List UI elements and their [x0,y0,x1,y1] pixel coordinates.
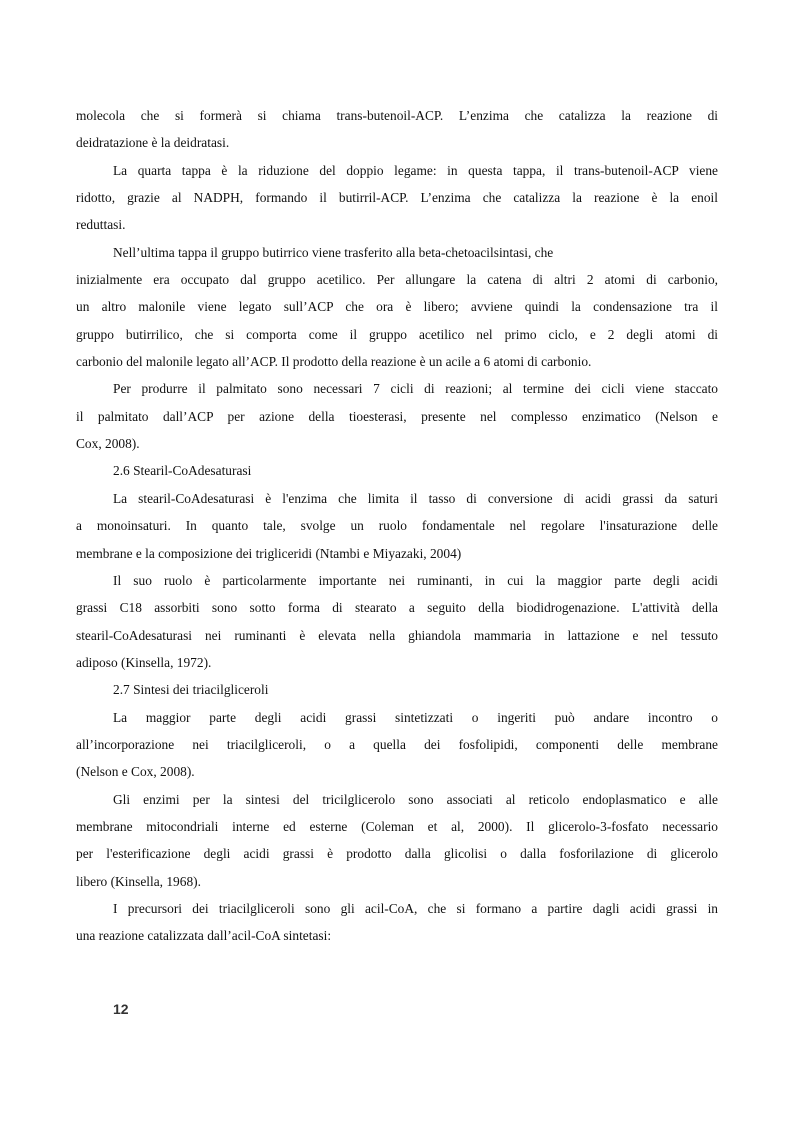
text-line: adiposo (Kinsella, 1972). [76,654,212,670]
text-line: molecola che si formerà si chiama trans-butenoil-ACP. L’enzima che catalizza la reazione di [76,108,718,123]
text-line: ridotto, grazie al NADPH, formando il butirril-ACP. L’enzima che catalizza la reazione è la enoil [76,190,718,206]
paragraph-start-line: La maggior parte degli acidi grassi sintetizzati o ingeriti può andare incontro o [113,709,718,725]
text-line: stearil-CoAdesaturasi nei ruminanti è elevata nella ghiandola mammaria in lattazione e nel tessuto [76,627,718,643]
body-text [76,102,718,950]
text-line: membrane e la composizione dei trigliceridi (Ntambi e Miyazaki, 2004) [76,545,462,561]
text-line: deidratazione è la deidratasi. [76,135,230,151]
text-line: (Nelson e Cox, 2008). [76,764,195,780]
text-line: per l'esterificazione degli acidi grassi è prodotto dalla glicolisi o dalla fosforilazione di glicerolo [76,846,718,862]
text-line: a monoinsaturi. In quanto tale, svolge un ruolo fondamentale nel regolare l'insaturazione delle [76,518,718,534]
text-line: reduttasi. [76,217,126,233]
page-number: 12 [113,1001,129,1017]
text-line: grassi C18 assorbiti sono sotto forma di stearato a seguito della biodidrogenazione. L'attività della [76,600,718,616]
text-line: Cox, 2008). [76,436,140,452]
paragraph-start-line: La stearil-CoAdesaturasi è l'enzima che limita il tasso di conversione di acidi grassi da saturi [113,490,718,506]
text-line: membrane mitocondriali interne ed esterne (Coleman et al, 2000). Il glicerolo-3-fosfato necessario [76,818,718,834]
text-line: il palmitato dall’ACP per azione della tioesterasi, presente nel complesso enzimatico (Nelson e [76,408,718,424]
text-line: una reazione catalizzata dall’acil-CoA sintetasi: [76,928,332,944]
paragraph-start-line: Per produrre il palmitato sono necessari 7 cicli di reazioni; al termine dei cicli viene staccato [113,381,718,397]
paragraph-start-line: Il suo ruolo è particolarmente importante nei ruminanti, in cui la maggior parte degli acidi [113,572,718,588]
paragraph-start-line: La quarta tappa è la riduzione del doppio legame: in questa tappa, il trans-butenoil-ACP viene [113,162,718,178]
text-line: all’incorporazione nei triacilgliceroli, o a quella dei fosfolipidi, componenti delle membrane [76,736,718,752]
paragraph-start-line: I precursori dei triacilgliceroli sono gli acil-CoA, che si formano a partire dagli acidi grassi in [113,900,718,916]
paragraph-start-line: Gli enzimi per la sintesi del tricilglicerolo sono associati al reticolo endoplasmatico e alle [113,791,718,807]
text-line: gruppo butirrilico, che si comporta come il gruppo acetilico nel primo ciclo, e 2 degli atomi di [76,326,718,342]
text-line: libero (Kinsella, 1968). [76,873,201,889]
text-line: un altro malonile viene legato sull’ACP che ora è libero; avviene quindi la condensazione tra il [76,299,718,315]
text-line: carbonio del malonile legato all’ACP. Il prodotto della reazione è un acile a 6 atomi di carbonio. [76,354,592,370]
text-line: inizialmente era occupato dal gruppo acetilico. Per allungare la catena di altri 2 atomi di carbonio, [76,272,718,288]
paragraph-start-line: Nell’ultima tappa il gruppo butirrico viene trasferito alla beta-chetoacilsintasi, che [113,244,554,260]
section-heading-2-7: 2.7 Sintesi dei triacilgliceroli [113,682,269,698]
section-heading-2-6: 2.6 Stearil-CoAdesaturasi [113,463,252,479]
